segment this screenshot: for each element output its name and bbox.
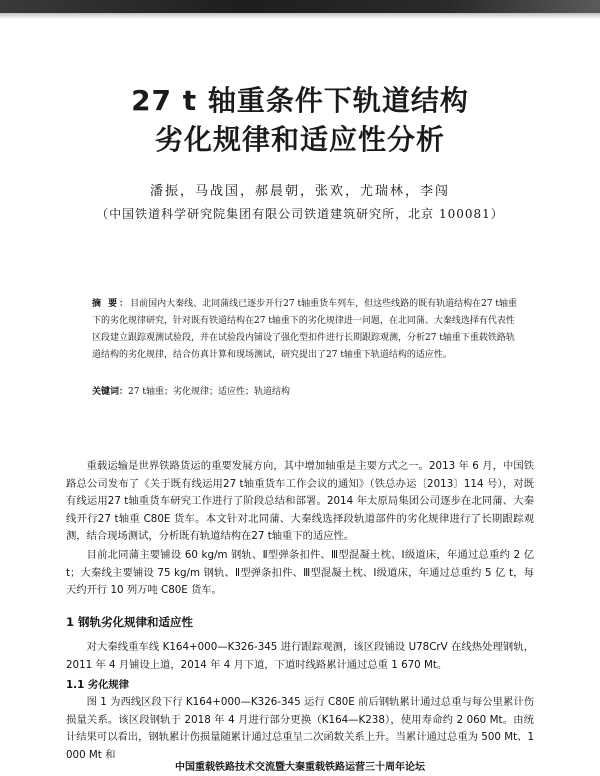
keywords-text: 27 t轴重；劣化规律；适应性；轨道结构 [128,387,290,397]
section-1-heading: 1 钢轨劣化规律和适应性 [66,615,194,629]
author-list: 潘振，马战国，郝晨朝，张欢，尤瑞林，李闯 [149,184,450,199]
affiliation: （中国铁道科学研究院集团有限公司铁道建筑研究所，北京 100081） [96,207,504,221]
paper-title-line-2: 劣化规律和适应性分析 [154,123,445,156]
abstract [92,296,520,364]
abstract-text: 目前国内大秦线、北同蒲线已逐步开行27 t轴重货车列车，但这些线路的既有轨道结构在27 t轴重下的劣化规律研究，针对既有铁道结构在27 t轴重下的劣化规律进一问题，在北同蒲、大秦线选择有代表性区段建立跟踪观测试验段，并在试验段内铺设了强化型扣件进行长期跟踪观测，分析27 t轴重下重载铁路轨道结构的劣化规律，结合仿真计算和现场测试，研究提出了27 t轴重下轨道结构的适应性。 [92,299,518,360]
keywords [92,384,520,401]
section-1-1-paragraph: 图 1 为西线区段下行 K164+000—K326-345 运行 C80E 前后钢轨累计通过总重与每公里累计伤损量关系。该区段钢轨于 2018 年 4 月进行部分更换（K164—K238），使用寿命约 2 060 Mt。由统计结果可以看出，钢轨累计伤损量随累计通过总重呈二次函数关系上升。当累计通过总重为 500 Mt、1 000 Mt 和 [66,696,534,761]
running-footer: 中国重载铁路技术交流暨大秦重载铁路运营三十周年论坛 [175,762,425,773]
keywords-label: 关键词： [92,387,129,397]
paper-title-line-1: 27 t 轴重条件下轨道结构 [131,84,469,117]
intro-paragraph-2: 目前北同蒲主要铺设 60 kg/m 钢轨、Ⅱ型弹条扣件、Ⅲ型混凝土枕、Ⅰ级道床，年通过总重约 2 亿 t；大秦线主要铺设 75 kg/m 钢轨、Ⅱ型弹条扣件、Ⅲ型混凝土枕、Ⅰ级道床，年通过总重约 5 亿 t，每天约开行 10 列万吨 C80E 货车。 [66,549,534,597]
abstract-label: 摘 要： [92,299,131,309]
section-1-paragraph: 对大秦线重车线 K164+000—K326-345 进行跟踪观测，该区段铺设 U78CrV 在线热处理钢轨，2011 年 4 月铺设上道，2014 年 4 月下道，下道时线路累计通过总重 1 670 Mt。 [66,641,534,671]
scan-edge [0,0,600,13]
intro-paragraph-1: 重载运输是世界铁路货运的重要发展方向，其中增加轴重是主要方式之一。2013 年 6 月，中国铁路总公司发布了《关于既有线运用27 t轴重货车工作会议的通知》（铁总办运〔2013〕114 号），对既有线运用27 t轴重货车研究工作进行了阶段总结和部署。2014 年太原局集团公司逐步在北同蒲、大秦线开行27 t轴重 C80E 货车。本文针对北同蒲、大秦线选择段轨道部件的劣化规律进行了长期跟踪观测，结合现场测试，分析既有轨道结构在27 t轴重下的适应性。 [66,460,534,543]
section-1-1-heading: 1.1 劣化规律 [66,679,130,691]
